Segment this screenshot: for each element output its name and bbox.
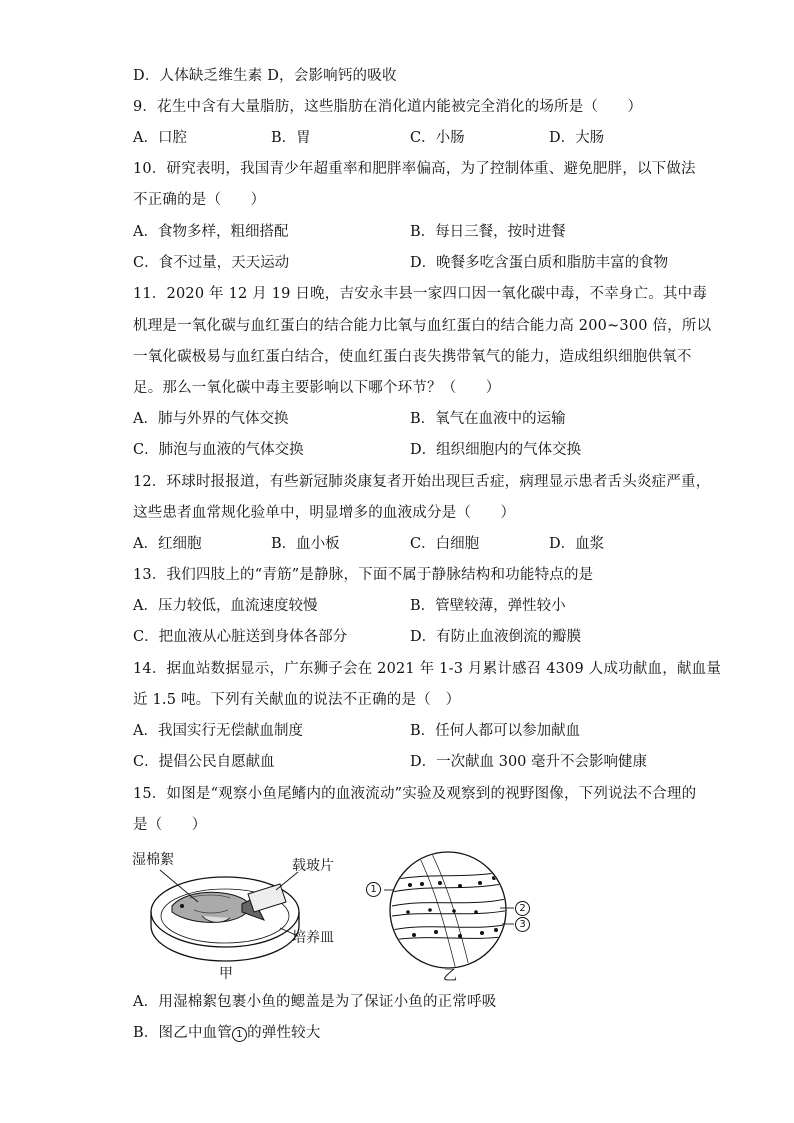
q15-option-b-prefix: B．图乙中血管 — [133, 1025, 233, 1041]
q10-option-d: D．晚餐多吃含蛋白质和脂肪丰富的食物 — [410, 255, 669, 271]
q15-option-b-marker: 1 — [232, 1027, 247, 1042]
fish-experiment-figure — [130, 850, 550, 985]
caption-jia: 甲 — [219, 966, 233, 982]
question-10-line2: 不正确的是（ ） — [133, 192, 266, 208]
q10-option-b: B．每日三餐，按时进餐 — [410, 224, 566, 240]
q9-option-d: D．大肠 — [549, 130, 605, 146]
q15-option-a: A．用湿棉絮包裹小鱼的鳃盖是为了保证小鱼的正常呼吸 — [133, 994, 497, 1010]
marker-1: 1 — [366, 882, 381, 897]
q13-option-d: D．有防止血液倒流的瓣膜 — [410, 629, 582, 645]
q11-option-d: D．组织细胞内的气体交换 — [410, 442, 582, 458]
question-15-line2: 是（ ） — [133, 817, 207, 833]
question-14-line1: 14．据血站数据显示，广东狮子会在 2021 年 1-3 月累计感召 4309 人成功献血，献血量 — [133, 661, 722, 677]
q8-option-d: D．人体缺乏维生素 D，会影响钙的吸收 — [133, 68, 397, 84]
q15-option-b — [133, 1023, 321, 1043]
q9-option-c: C．小肠 — [410, 130, 465, 146]
q12-option-a: A．红细胞 — [133, 536, 202, 552]
q9-option-a: A．口腔 — [133, 130, 187, 146]
question-11-line2: 机理是一氧化碳与血红蛋白的结合能力比氧与血红蛋白的结合能力高 200~300 倍，所以 — [133, 318, 712, 334]
question-15-line1: 15．如图是“观察小鱼尾鳍内的血液流动”实验及观察到的视野图像，下列说法不合理的 — [133, 786, 697, 802]
q12-option-b: B．血小板 — [271, 536, 340, 552]
q10-option-a: A．食物多样，粗细搭配 — [133, 224, 289, 240]
label-wet-cotton: 湿棉絮 — [132, 852, 174, 868]
q13-option-a: A．压力较低，血流速度较慢 — [133, 598, 318, 614]
q11-option-c: C．肺泡与血液的气体交换 — [133, 442, 304, 458]
q12-option-c: C．白细胞 — [410, 536, 480, 552]
q11-option-b: B．氧气在血液中的运输 — [410, 411, 566, 427]
q10-option-c: C．食不过量，天天运动 — [133, 255, 290, 271]
marker-3: 3 — [515, 917, 530, 932]
question-11-line3: 一氧化碳极易与血红蛋白结合，使血红蛋白丧失携带氧气的能力，造成组织细胞供氧不 — [133, 349, 692, 365]
q13-option-b: B．管壁较薄，弹性较小 — [410, 598, 566, 614]
question-14-line2: 近 1.5 吨。下列有关献血的说法不正确的是（ ） — [133, 692, 461, 708]
question-12-line2: 这些患者血常规化验单中，明显增多的血液成分是（ ） — [133, 505, 516, 521]
question-11-line1: 11．2020 年 12 月 19 日晚，吉安永丰县一家四口因一氧化碳中毒，不幸身亡。其中毒 — [133, 286, 707, 302]
question-11-line4: 足。那么一氧化碳中毒主要影响以下哪个环节？（ ） — [133, 380, 501, 396]
q14-option-d: D．一次献血 300 毫升不会影响健康 — [410, 754, 648, 770]
marker-2: 2 — [515, 901, 530, 916]
question-13: 13．我们四肢上的“青筋”是静脉，下面不属于静脉结构和功能特点的是 — [133, 567, 594, 583]
question-10-line1: 10．研究表明，我国青少年超重率和肥胖率偏高，为了控制体重、避免肥胖，以下做法 — [133, 161, 696, 177]
q14-option-b: B．任何人都可以参加献血 — [410, 723, 581, 739]
q15-option-b-suffix: 的弹性较大 — [247, 1025, 321, 1041]
q11-option-a: A．肺与外界的气体交换 — [133, 411, 289, 427]
label-petri-dish: 培养皿 — [292, 930, 334, 946]
microscope-view — [384, 850, 514, 970]
caption-yi: 乙 — [443, 968, 457, 984]
figure-drawing — [130, 850, 550, 985]
glass-slide — [248, 884, 286, 912]
label-glass-slide: 载玻片 — [292, 858, 334, 874]
q14-option-a: A．我国实行无偿献血制度 — [133, 723, 303, 739]
question-12-line1: 12．环球时报报道，有些新冠肺炎康复者开始出现巨舌症，病理显示患者舌头炎症严重， — [133, 474, 711, 490]
q9-option-b: B．胃 — [271, 130, 311, 146]
q13-option-c: C．把血液从心脏送到身体各部分 — [133, 629, 348, 645]
question-9: 9．花生中含有大量脂肪，这些脂肪在消化道内能被完全消化的场所是（ ） — [133, 99, 643, 115]
q12-option-d: D．血浆 — [549, 536, 605, 552]
q14-option-c: C．提倡公民自愿献血 — [133, 754, 275, 770]
